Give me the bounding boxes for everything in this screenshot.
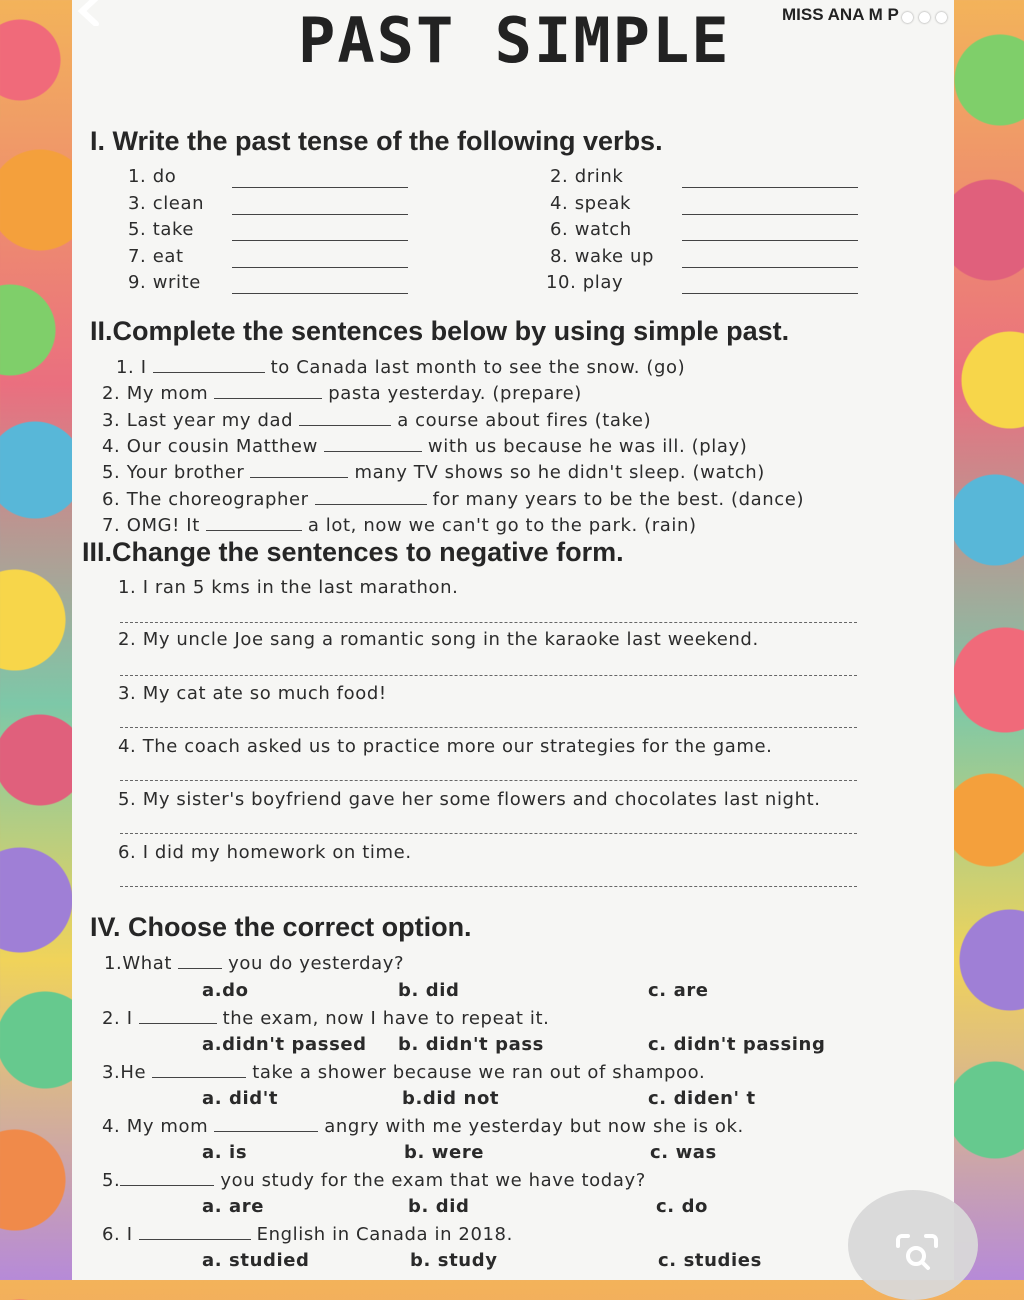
answer-blank[interactable]: [232, 213, 408, 215]
option-a[interactable]: a. are: [202, 1196, 265, 1217]
sentence-end: with us because he was ill. (play): [427, 436, 748, 457]
verb-item: 5. take: [128, 219, 195, 240]
option-b[interactable]: b. did: [398, 980, 460, 1001]
option-a[interactable]: a. studied: [202, 1250, 310, 1271]
sentence-start: 1. I: [116, 357, 147, 378]
answer-line[interactable]: [120, 675, 857, 676]
negative-item: 5. My sister's boyfriend gave her some flowers and chocolates last night.: [118, 789, 821, 810]
option-b[interactable]: b. didn't pass: [398, 1034, 544, 1055]
answer-line[interactable]: [120, 833, 857, 834]
answer-blank[interactable]: [682, 292, 858, 294]
answer-blank[interactable]: [232, 239, 408, 241]
section-1-heading: I. Write the past tense of the following verbs.: [90, 126, 663, 156]
answer-blank[interactable]: [139, 1238, 251, 1240]
verb-item: 2. drink: [550, 166, 624, 187]
question-start: 4. My mom: [102, 1116, 209, 1137]
answer-blank[interactable]: [682, 239, 858, 241]
question-start: 3.He: [102, 1062, 147, 1083]
section-2-heading: II.Complete the sentences below by using simple past.: [90, 316, 790, 346]
question-start: 6. I: [102, 1224, 133, 1245]
answer-line[interactable]: [120, 780, 857, 781]
answer-blank[interactable]: [324, 450, 422, 452]
verb-item: 9. write: [128, 272, 201, 293]
option-a[interactable]: a. did't: [202, 1088, 279, 1109]
sentence-item: [102, 436, 747, 457]
sentence-start: 5. Your brother: [102, 462, 245, 483]
more-options-icon[interactable]: [902, 12, 947, 23]
sentence-start: 2. My mom: [102, 383, 209, 404]
sentence-end: many TV shows so he didn't sleep. (watch): [354, 462, 765, 483]
option-c[interactable]: c. didn't passing: [648, 1034, 826, 1055]
sentence-end: for many years to be the best. (dance): [432, 489, 805, 510]
question-end: take a shower because we ran out of shampoo.: [252, 1062, 706, 1083]
sentence-start: 3. Last year my dad: [102, 410, 294, 431]
answer-blank[interactable]: [214, 397, 322, 399]
verb-item: 8. wake up: [550, 246, 655, 267]
answer-blank[interactable]: [682, 186, 858, 188]
question-item: [102, 1170, 646, 1191]
answer-line[interactable]: [120, 727, 857, 728]
answer-blank[interactable]: [232, 266, 408, 268]
sentence-item: [102, 489, 804, 510]
sentence-end: to Canada last month to see the snow. (go): [270, 357, 686, 378]
option-b[interactable]: b. study: [410, 1250, 498, 1271]
question-end: you do yesterday?: [228, 953, 405, 974]
question-item: [102, 1116, 744, 1137]
verb-item: 1. do: [128, 166, 177, 187]
option-b[interactable]: b.did not: [402, 1088, 500, 1109]
answer-blank[interactable]: [120, 1184, 214, 1186]
verb-item: 3. clean: [128, 193, 205, 214]
option-b[interactable]: b. did: [408, 1196, 470, 1217]
sentence-start: 6. The choreographer: [102, 489, 309, 510]
back-arrow-icon[interactable]: [70, 0, 106, 26]
negative-item: 3. My cat ate so much food!: [118, 683, 387, 704]
option-c[interactable]: c. studies: [658, 1250, 762, 1271]
question-item: [102, 1062, 705, 1083]
question-start: 5.: [102, 1170, 121, 1191]
verb-item: 4. speak: [550, 193, 632, 214]
negative-item: 1. I ran 5 kms in the last marathon.: [118, 577, 459, 598]
answer-blank[interactable]: [139, 1022, 217, 1024]
answer-blank[interactable]: [299, 424, 391, 426]
question-item: [102, 1008, 549, 1029]
negative-item: 4. The coach asked us to practice more our strategies for the game.: [118, 736, 773, 757]
sentence-item: [102, 383, 582, 404]
negative-item: 2. My uncle Joe sang a romantic song in the karaoke last weekend.: [118, 629, 759, 650]
answer-blank[interactable]: [153, 371, 265, 373]
answer-blank[interactable]: [682, 213, 858, 215]
option-c[interactable]: c. diden' t: [648, 1088, 756, 1109]
answer-blank[interactable]: [214, 1130, 318, 1132]
lens-search-icon[interactable]: [892, 1230, 942, 1280]
option-b[interactable]: b. were: [404, 1142, 485, 1163]
answer-line[interactable]: [120, 622, 857, 623]
answer-blank[interactable]: [250, 476, 348, 478]
section-3-heading: III.Change the sentences to negative form.: [82, 537, 624, 567]
option-a[interactable]: a.do: [202, 980, 249, 1001]
option-c[interactable]: c. do: [656, 1196, 709, 1217]
question-item: [104, 953, 404, 974]
sentence-end: a lot, now we can't go to the park. (rain): [307, 515, 697, 536]
answer-blank[interactable]: [232, 186, 408, 188]
verb-item: 10. play: [546, 272, 624, 293]
teacher-name: MISS ANA M P: [782, 5, 899, 24]
question-end: angry with me yesterday but now she is ok.: [324, 1116, 744, 1137]
section-4-heading: IV. Choose the correct option.: [90, 912, 472, 942]
sentence-item: [116, 357, 685, 378]
question-item: [102, 1224, 513, 1245]
sentence-end: pasta yesterday. (prepare): [328, 383, 582, 404]
answer-blank[interactable]: [152, 1076, 246, 1078]
sentence-start: 4. Our cousin Matthew: [102, 436, 318, 457]
page-title: PAST SIMPLE: [298, 4, 731, 77]
question-end: the exam, now I have to repeat it.: [222, 1008, 550, 1029]
negative-item: 6. I did my homework on time.: [118, 842, 412, 863]
answer-blank[interactable]: [682, 266, 858, 268]
question-end: you study for the exam that we have today?: [220, 1170, 646, 1191]
answer-line[interactable]: [120, 886, 857, 887]
sentence-item: [102, 462, 765, 483]
question-end: English in Canada in 2018.: [256, 1224, 513, 1245]
answer-blank[interactable]: [206, 529, 302, 531]
option-a[interactable]: a.didn't passed: [202, 1034, 367, 1055]
option-c[interactable]: c. are: [648, 980, 709, 1001]
sentence-start: 7. OMG! It: [102, 515, 200, 536]
answer-blank[interactable]: [232, 292, 408, 294]
verb-item: 6. watch: [550, 219, 632, 240]
sentence-item: [102, 515, 697, 536]
verb-item: 7. eat: [128, 246, 184, 267]
question-start: 2. I: [102, 1008, 133, 1029]
sentence-end: a course about fires (take): [397, 410, 652, 431]
question-start: 1.What: [104, 953, 173, 974]
option-c[interactable]: c. was: [650, 1142, 717, 1163]
answer-blank[interactable]: [315, 503, 427, 505]
option-a[interactable]: a. is: [202, 1142, 248, 1163]
answer-blank[interactable]: [178, 967, 222, 969]
sentence-item: [102, 410, 651, 431]
